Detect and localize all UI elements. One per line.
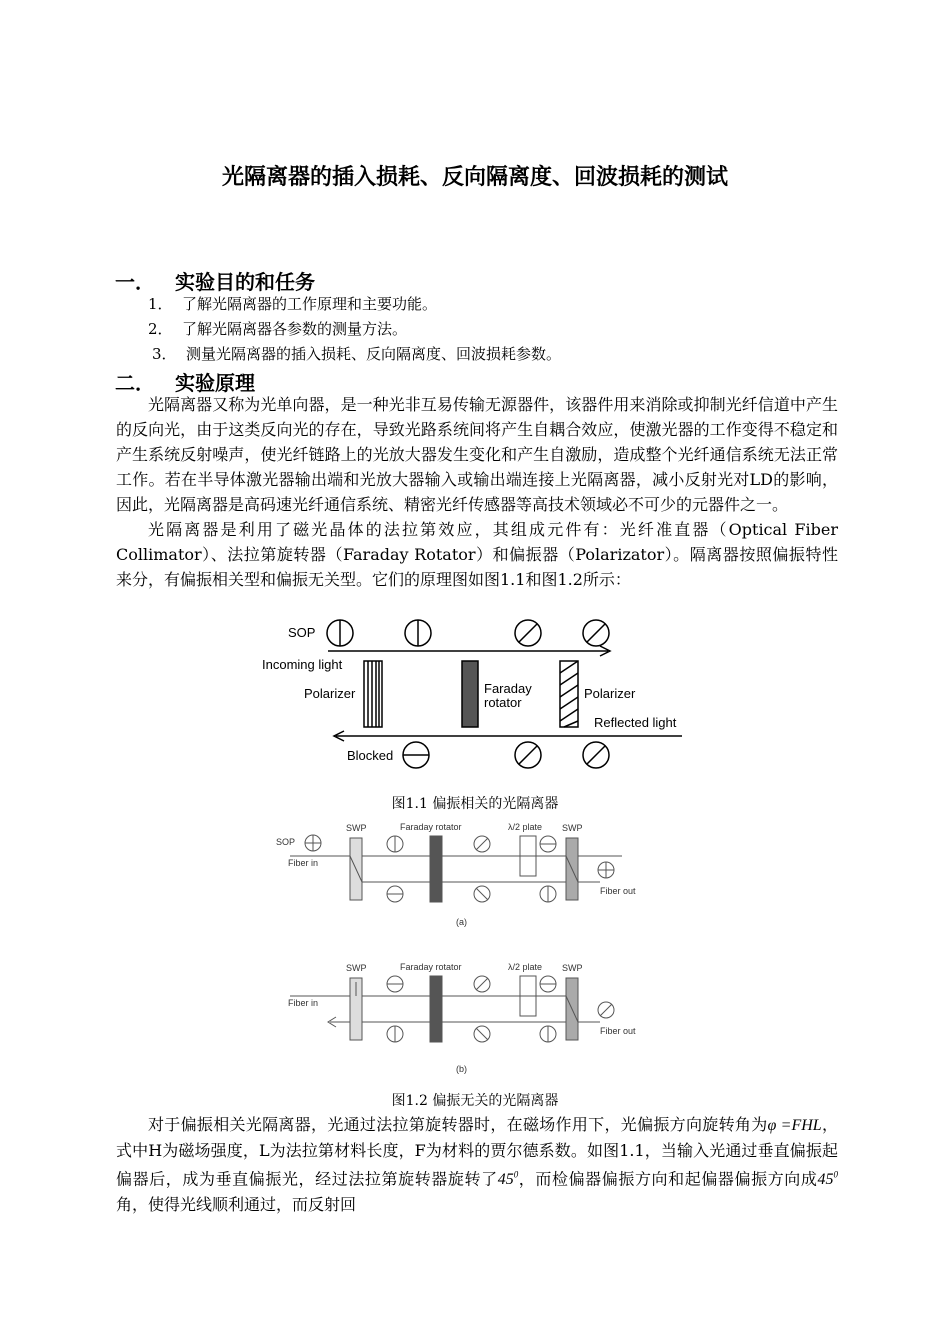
- list-item: 2． 了解光隔离器各参数的测量方法。: [148, 320, 408, 338]
- label-fiber-in: Fiber in: [288, 858, 319, 868]
- label-a: (a): [456, 917, 467, 927]
- label-faraday-rotator: Faraday rotator: [400, 962, 462, 972]
- figure-1-1: [258, 615, 694, 785]
- label-fiber-in: Fiber in: [288, 998, 319, 1008]
- angle-value: $45^0$: [817, 1170, 838, 1189]
- label-faraday-rotator: Faraday rotator: [400, 822, 462, 832]
- sop-diagonal-icon: [515, 620, 541, 646]
- label-sop: SOP: [288, 625, 316, 640]
- label-fiber-out: Fiber out: [600, 886, 636, 896]
- label-polarizer-2: Polarizer: [584, 686, 636, 701]
- blocked-horizontal-icon: [403, 742, 429, 768]
- paragraph-2: 光隔离器是利用了磁光晶体的法拉第效应，其组成元件有：光纤准直器（Optical Fiber Collimator）、法拉第旋转器（Faraday Rotator）和偏振器（Polarizator）。隔离器按照偏振特性来分，有偏振相关型和偏振无关型。它们的原理图如图1.1和图1.2所示：: [116, 520, 838, 589]
- section-title: 实验原理: [175, 371, 255, 395]
- label-fiber-out: Fiber out: [600, 1026, 636, 1036]
- page-title: 光隔离器的插入损耗、反向隔离度、回波损耗的测试: [221, 165, 728, 190]
- label-half-wave-plate: λ/2 plate: [508, 962, 543, 972]
- label-swp: SWP: [346, 823, 367, 833]
- list-item: 3． 测量光隔离器的插入损耗、反向隔离度、回波损耗参数。: [152, 345, 562, 363]
- label-swp: SWP: [562, 823, 583, 833]
- section-number: 一．: [115, 270, 155, 294]
- figure-1-1-caption: 图1.1 偏振相关的光隔离器: [391, 796, 559, 812]
- section-number: 二．: [115, 371, 155, 395]
- section-title: 实验目的和任务: [175, 270, 315, 294]
- figure-1-2: [270, 818, 650, 1076]
- sop-diagonal-icon: [515, 742, 541, 768]
- sop-vertical-icon: [327, 620, 353, 646]
- sop-diagonal-icon: [583, 742, 609, 768]
- label-incoming-light: Incoming light: [262, 657, 343, 672]
- formula: φ =FHL: [767, 1117, 822, 1134]
- figure-1-2-caption: 图1.2 偏振无关的光隔离器: [391, 1093, 559, 1109]
- sop-vertical-icon: [405, 620, 431, 646]
- sop-diagonal-icon: [583, 620, 609, 646]
- body-paragraph-3: 对于偏振相关光隔离器，光通过法拉第旋转器时，在磁场作用下，光偏振方向旋转角为φ =FHL，式中H为磁场强度，L为法拉第材料长度，F为材料的贾尔德系数。如图1.1，当输入光通过垂直偏振起偏器后，成为垂直偏振光，经过法拉第旋转器旋转了$45^0$，而检偏器偏振方向和起偏器偏振方向成$45^0$角，使得光线顺利通过，而反射回: [116, 1115, 838, 1215]
- angle-value: $45^0$: [497, 1170, 519, 1189]
- label-rotator: rotator: [484, 695, 522, 710]
- label-sop: SOP: [276, 837, 296, 847]
- label-swp: SWP: [346, 963, 367, 973]
- label-b: (b): [456, 1064, 467, 1074]
- sop-cross-icon: [305, 835, 321, 851]
- label-half-wave-plate: λ/2 plate: [508, 822, 543, 832]
- paragraph-1: 光隔离器又称为光单向器，是一种光非互易传输无源器件，该器件用来消除或抑制光纤信道中产生的反向光，由于这类反向光的存在，导致光路系统间将产生自耦合效应，使激光器的工作变得不稳定和产生系统反射噪声，使光纤链路上的光放大器发生变化和产生自激励，造成整个光纤通信系统无法正常工作。若在半导体激光器输出端和光放大器输入或输出端连接上光隔离器，减小反射光对LD的影响，因此，光隔离器是高码速光纤通信系统、精密光纤传感器等高技术领域必不可少的元器件之一。: [116, 395, 838, 514]
- body-paragraphs: [116, 392, 838, 592]
- section-heading-1: [115, 266, 315, 295]
- label-faraday: Faraday: [484, 681, 532, 696]
- label-reflected-light: Reflected light: [594, 715, 677, 730]
- label-blocked: Blocked: [347, 748, 394, 763]
- label-swp: SWP: [562, 963, 583, 973]
- list-item: 1． 了解光隔离器的工作原理和主要功能。: [148, 295, 438, 313]
- label-polarizer-1: Polarizer: [304, 686, 356, 701]
